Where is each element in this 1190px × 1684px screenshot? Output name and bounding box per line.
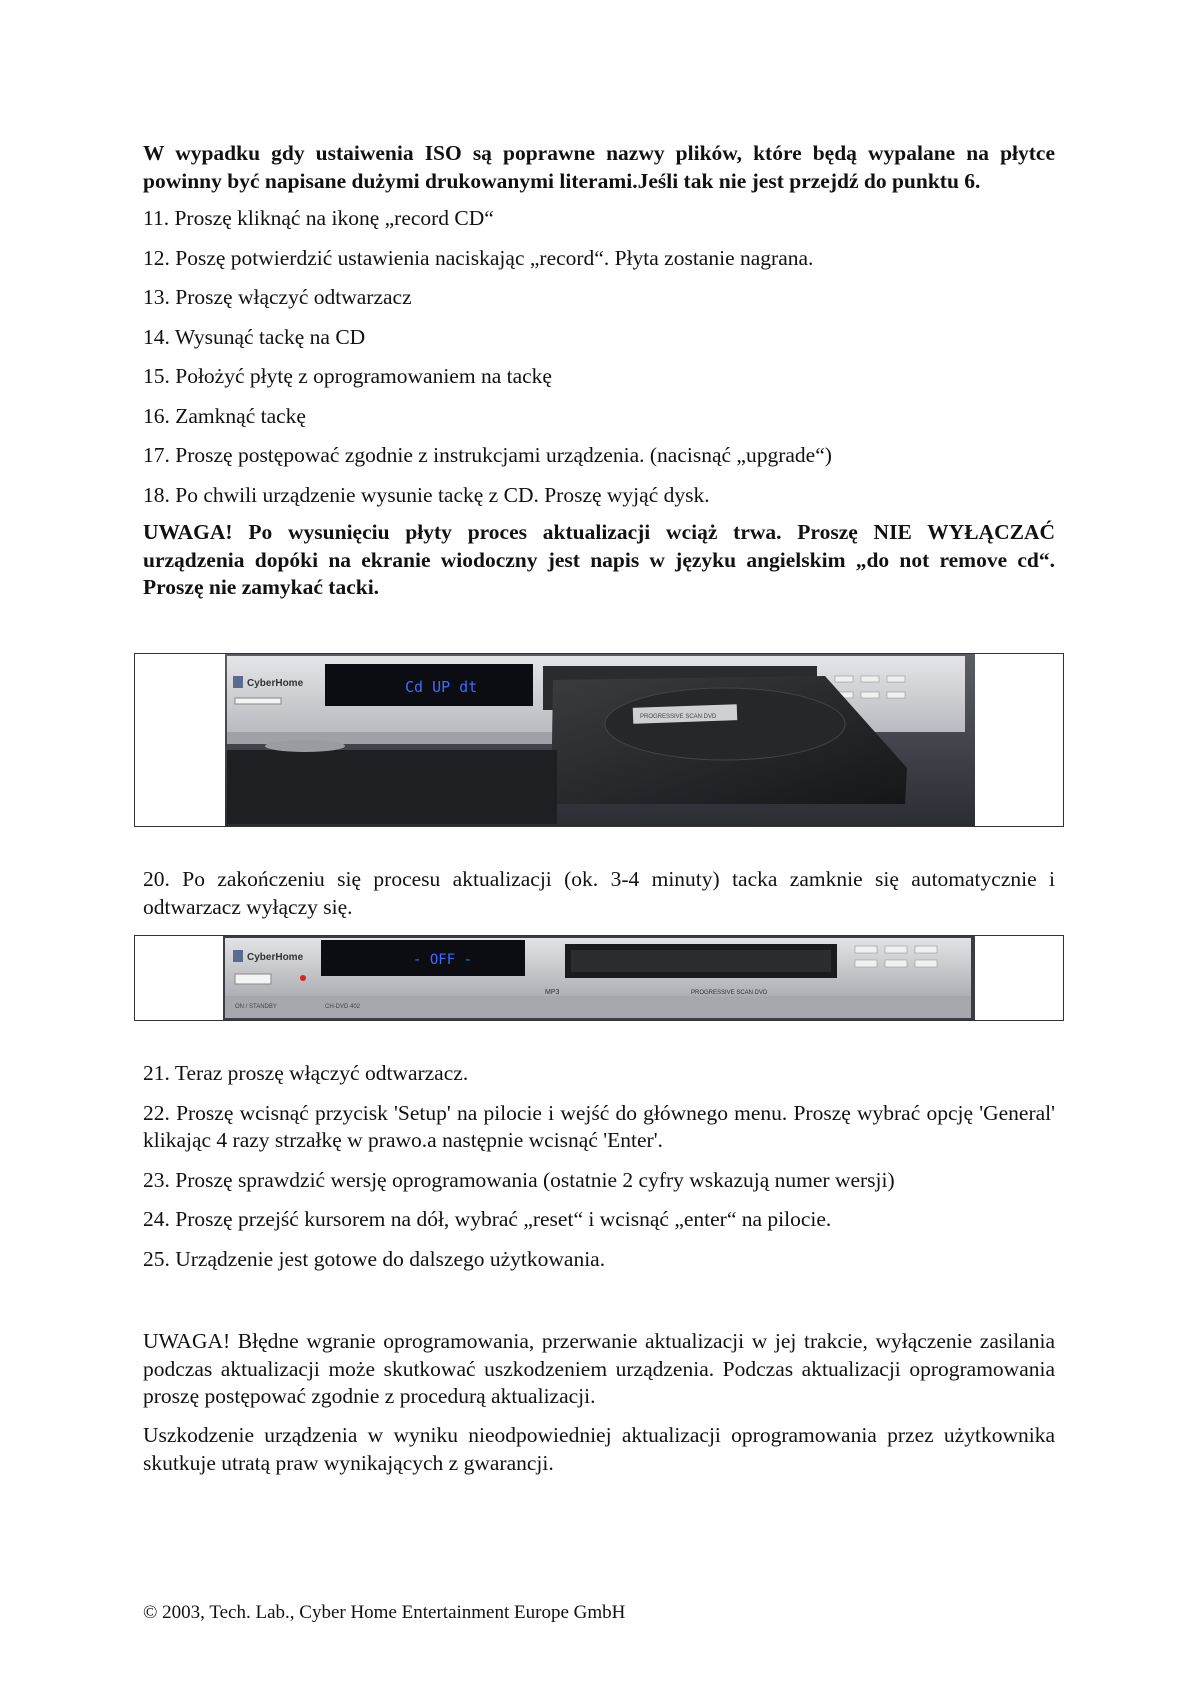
cyberhome-logo-icon-2 bbox=[233, 950, 243, 962]
step-11: 11. Proszę kliknąć na ikonę „record CD“ bbox=[143, 206, 494, 230]
display-readout: Cd UP dt bbox=[405, 678, 478, 696]
model-label: CH-DVD 402 bbox=[325, 1004, 361, 1010]
brand-label-2: CyberHome bbox=[247, 952, 304, 963]
document-body bbox=[143, 140, 1055, 602]
dvd-player-closed-photo bbox=[134, 935, 1064, 1021]
disc-label: PROGRESSIVE SCAN DVD bbox=[640, 714, 717, 720]
warranty-paragraph: Uszkodzenie urządzenia w wyniku nieodpowiedniej aktualizacji oprogramowania przez użytkownika skutkuje utratą praw wynikających z gwarancji. bbox=[143, 1423, 1055, 1475]
cyberhome-logo-icon bbox=[233, 676, 243, 688]
mp3-label-2: MP3 bbox=[545, 989, 560, 996]
display-readout-2: - OFF - bbox=[413, 952, 473, 968]
step-21: 21. Teraz proszę włączyć odtwarzacz. bbox=[143, 1061, 469, 1085]
brand-label: CyberHome bbox=[247, 678, 304, 689]
step-17: 17. Proszę postępować zgodnie z instrukcjami urządzenia. (nacisnąć „upgrade“) bbox=[143, 443, 832, 467]
step-15: 15. Położyć płytę z oprogramowaniem na tackę bbox=[143, 364, 552, 388]
step-12: 12. Poszę potwierdzić ustawienia naciskając „record“. Płyta zostanie nagrana. bbox=[143, 245, 814, 270]
dvd-player-open-tray-photo bbox=[134, 653, 1064, 827]
warning-bold: UWAGA! Po wysunięciu płyty proces aktualizacji wciąż trwa. Proszę NIE WYŁĄCZAĆ urządzenia dopóki na ekranie wiodoczny jest napis w języku angielskim „do not remove cd“. Proszę nie zamykać tacki. bbox=[143, 520, 1055, 599]
standby-led-icon bbox=[300, 975, 306, 981]
standby-label: ON / STANDBY bbox=[235, 1004, 277, 1010]
step-20: 20. Po zakończeniu się procesu aktualizacji (ok. 3-4 minuty) tacka zamknie się automatycznie i odtwarzacz wyłączy się. bbox=[143, 867, 1055, 919]
step-22: 22. Proszę wcisnąć przycisk 'Setup' na pilocie i wejść do głównego menu. Proszę wybrać opcję 'General' klikając 4 razy strzałkę w prawo.a następnie wcisnąć 'Enter'. bbox=[143, 1100, 1055, 1152]
progressive-label: PROGRESSIVE SCAN DVD bbox=[691, 990, 768, 996]
step-16: 16. Zamknąć tackę bbox=[143, 403, 306, 428]
warning-paragraph: UWAGA! Błędne wgranie oprogramowania, przerwanie aktualizacji w jej trakcie, wyłączenie zasilania podczas aktualizacji może skutkować uszkodzeniem urządzenia. Podczas aktualizacji oprogramowania proszę postępować zgodnie z procedurą aktualizacji. bbox=[143, 1329, 1055, 1408]
intro-paragraph: W wypadku gdy ustaiwenia ISO są poprawne nazwy plików, które będą wypalane na płytce powinny być napisane dużymi drukowanymi literami.Jeśli tak nie jest przejdź do punktu 6. bbox=[143, 141, 1055, 193]
step-18: 18. Po chwili urządzenie wysunie tackę z CD. Proszę wyjąć dysk. bbox=[143, 482, 710, 507]
step-13: 13. Proszę włączyć odtwarzacz bbox=[143, 285, 412, 309]
power-button bbox=[235, 974, 271, 984]
footer-copyright: © 2003, Tech. Lab., Cyber Home Entertainment Europe GmbH bbox=[143, 1602, 626, 1623]
steps-b bbox=[143, 1060, 1055, 1285]
step-25: 25. Urządzenie jest gotowe do dalszego użytkowania. bbox=[143, 1246, 606, 1271]
step-23: 23. Proszę sprawdzić wersję oprogramowania (ostatnie 2 cyfry wskazują numer wersji) bbox=[143, 1167, 895, 1192]
step-14: 14. Wysunąć tackę na CD bbox=[143, 324, 366, 349]
dvd-player-closed-image bbox=[135, 936, 1063, 1020]
dvd-player-open-tray-image bbox=[135, 654, 1063, 826]
step-24: 24. Proszę przejść kursorem na dół, wybrać „reset“ i wcisnąć „enter“ na pilocie. bbox=[143, 1207, 832, 1231]
